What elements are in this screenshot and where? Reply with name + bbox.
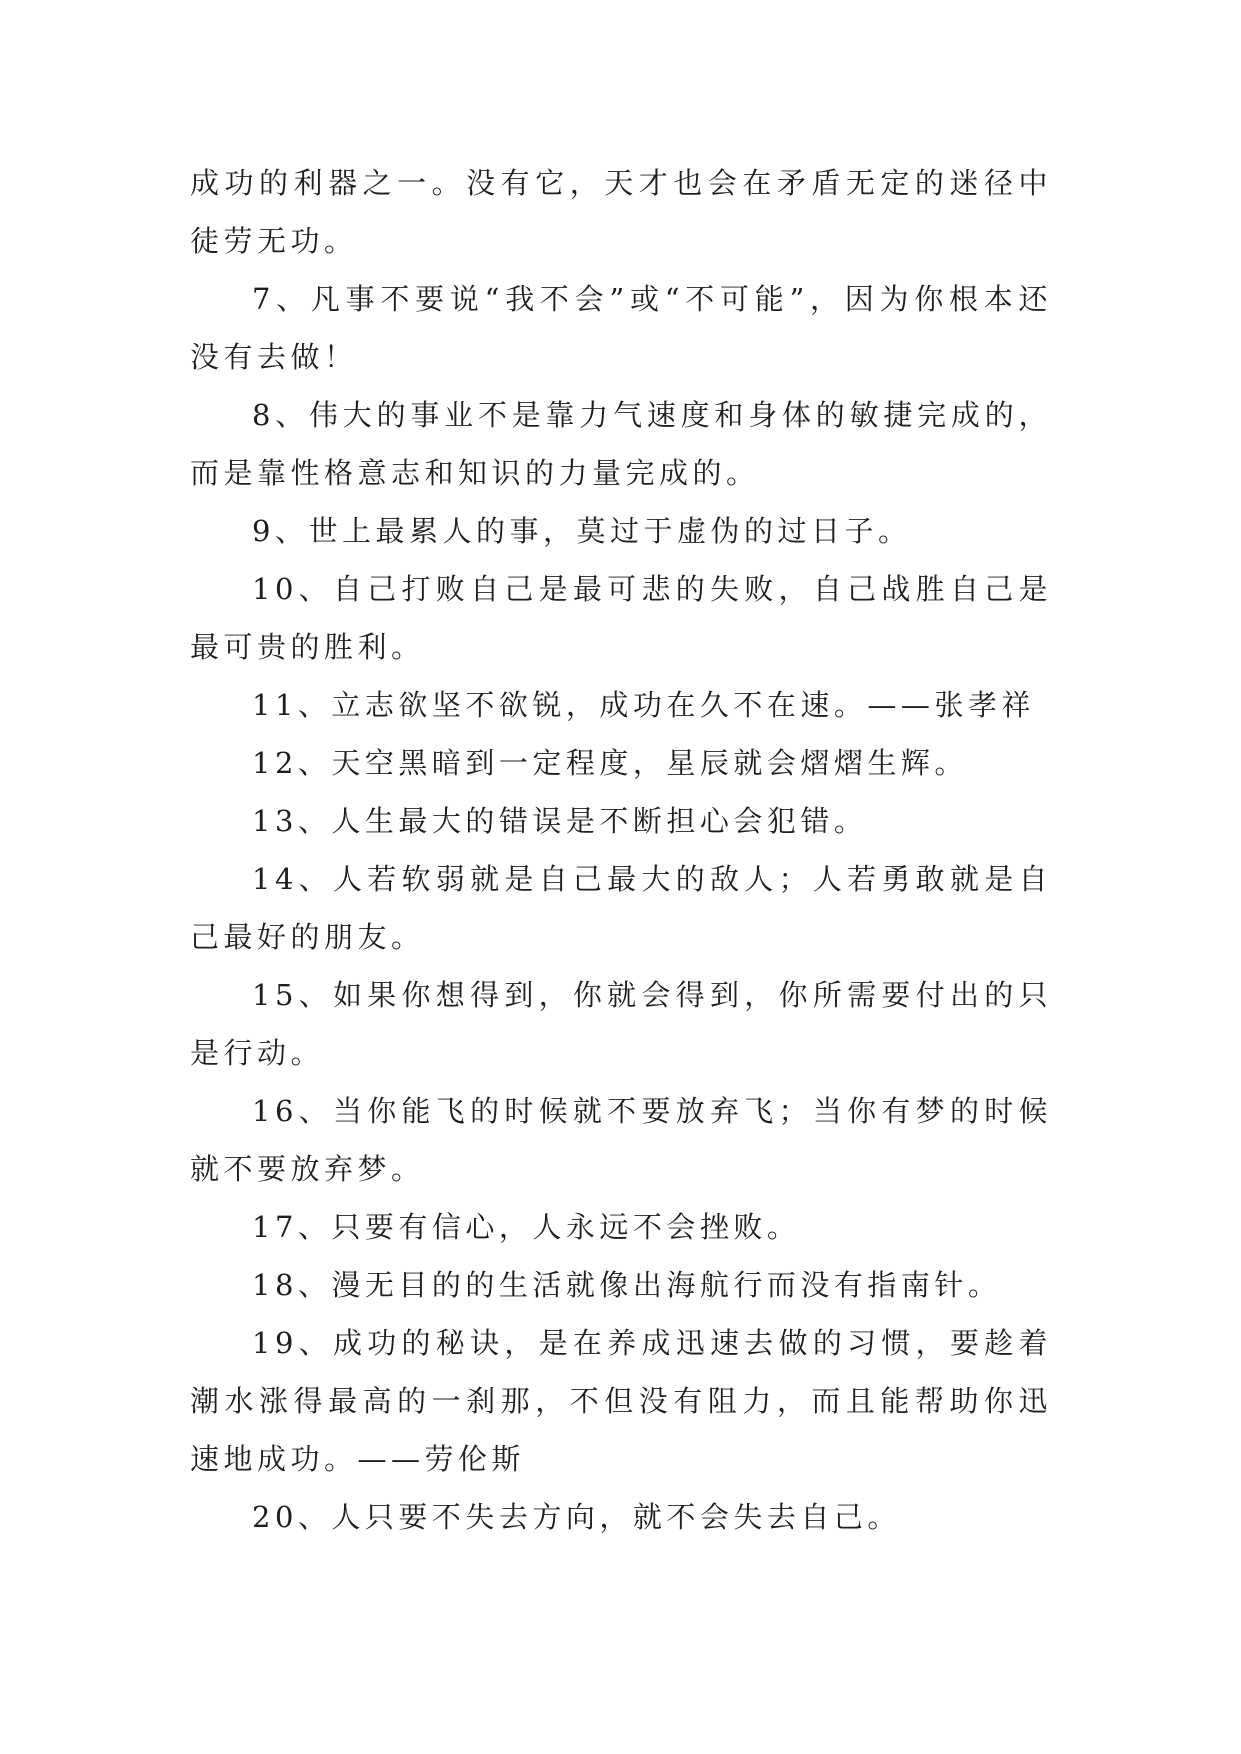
quote-10: 10、自己打败自己是最可悲的失败，自己战胜自己是最可贵的胜利。: [190, 572, 1052, 664]
quote-19: 19、成功的秘诀，是在养成迅速去做的习惯，要趁着潮水涨得最高的一刹那，不但没有阻力，而且能帮助你迅速地成功。——劳伦斯: [190, 1326, 1052, 1476]
quote-12: 12、天空黑暗到一定程度，星辰就会熠熠生辉。: [252, 746, 968, 780]
quote-17: 17、只要有信心，人永远不会挫败。: [252, 1210, 801, 1244]
quote-9: 9、世上最累人的事，莫过于虚伪的过日子。: [252, 514, 912, 548]
quote-11: 11、立志欲坚不欲锐，成功在久不在速。——张孝祥: [252, 688, 1035, 722]
quote-20: 20、人只要不失去方向，就不会失去自己。: [252, 1500, 901, 1534]
quote-13: 13、人生最大的错误是不断担心会犯错。: [252, 804, 868, 838]
quote-8: 8、伟大的事业不是靠力气速度和身体的敏捷完成的，而是靠性格意志和知识的力量完成的。: [190, 398, 1052, 490]
document-body: [190, 154, 1052, 1546]
paragraph-continuation: 成功的利器之一。没有它，天才也会在矛盾无定的迷径中徒劳无功。: [190, 166, 1052, 258]
quote-16: 16、当你能飞的时候就不要放弃飞；当你有梦的时候就不要放弃梦。: [190, 1094, 1052, 1186]
quote-15: 15、如果你想得到，你就会得到，你所需要付出的只是行动。: [190, 978, 1052, 1070]
quote-14: 14、人若软弱就是自己最大的敌人；人若勇敢就是自己最好的朋友。: [190, 862, 1052, 954]
quote-18: 18、漫无目的的生活就像出海航行而没有指南针。: [252, 1268, 1002, 1302]
quote-7: 7、凡事不要说“我不会”或“不可能”，因为你根本还没有去做！: [190, 282, 1052, 374]
